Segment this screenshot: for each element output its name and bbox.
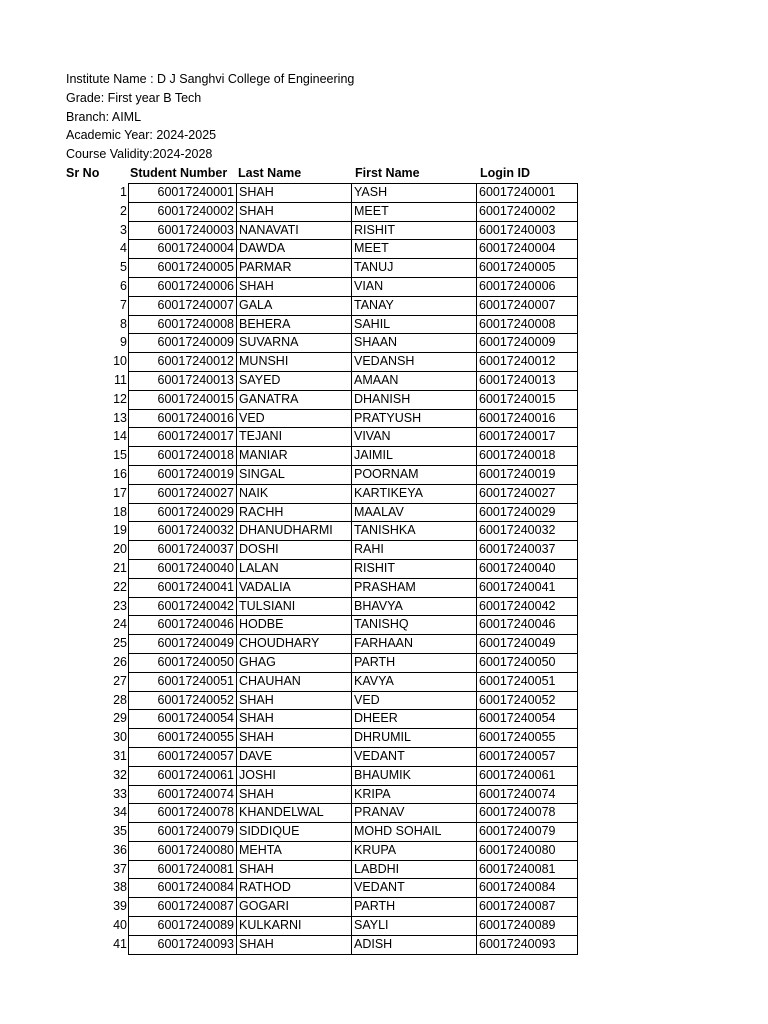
- first-name-cell: SAHIL: [352, 315, 477, 334]
- sr-no-cell: 37: [113, 861, 127, 876]
- sr-no-cell: 39: [113, 899, 127, 914]
- table-row: [66, 841, 578, 860]
- last-name-cell: SHAH: [237, 710, 352, 729]
- table-row: [66, 259, 578, 278]
- login-id-cell: 60017240051: [477, 672, 578, 691]
- login-id-cell: 60017240004: [477, 240, 578, 259]
- last-name-cell: VED: [237, 409, 352, 428]
- sr-no-cell: 35: [113, 824, 127, 839]
- student-number-cell: 60017240001: [129, 184, 237, 203]
- sr-no-cell: 12: [113, 391, 127, 406]
- table-row: [66, 691, 578, 710]
- student-number-cell: 60017240009: [129, 334, 237, 353]
- table-row: [66, 635, 578, 654]
- login-id-cell: 60017240041: [477, 578, 578, 597]
- table-row: [66, 935, 578, 954]
- last-name-cell: SHAH: [237, 184, 352, 203]
- last-name-cell: SAYED: [237, 371, 352, 390]
- col-header-first-name: First Name: [355, 166, 420, 180]
- student-number-cell: 60017240055: [129, 729, 237, 748]
- table-row: [66, 860, 578, 879]
- first-name-cell: TANUJ: [352, 259, 477, 278]
- first-name-cell: MEET: [352, 240, 477, 259]
- sr-no-cell: 38: [113, 880, 127, 895]
- sr-no-cell: 41: [113, 936, 127, 951]
- login-id-cell: 60017240054: [477, 710, 578, 729]
- last-name-cell: SHAH: [237, 729, 352, 748]
- login-id-cell: 60017240093: [477, 935, 578, 954]
- sr-no-cell: 27: [113, 673, 127, 688]
- first-name-cell: VEDANT: [352, 879, 477, 898]
- sr-no-cell: 21: [113, 560, 127, 575]
- sr-no-cell: 8: [120, 316, 127, 331]
- student-number-cell: 60017240016: [129, 409, 237, 428]
- login-id-cell: 60017240078: [477, 804, 578, 823]
- login-id-cell: 60017240052: [477, 691, 578, 710]
- first-name-cell: FARHAAN: [352, 635, 477, 654]
- sr-no-cell: 18: [113, 504, 127, 519]
- sr-no-cell: 6: [120, 278, 127, 293]
- first-name-cell: KRIPA: [352, 785, 477, 804]
- login-id-cell: 60017240055: [477, 729, 578, 748]
- last-name-cell: CHAUHAN: [237, 672, 352, 691]
- student-number-cell: 60017240087: [129, 898, 237, 917]
- student-number-cell: 60017240004: [129, 240, 237, 259]
- academic-year: Academic Year: 2024-2025: [66, 128, 217, 143]
- table-row: [66, 447, 578, 466]
- table-row: [66, 296, 578, 315]
- sr-no-cell: 31: [113, 748, 127, 763]
- last-name-cell: HODBE: [237, 616, 352, 635]
- student-number-cell: 60017240015: [129, 390, 237, 409]
- table-row: [66, 597, 578, 616]
- first-name-cell: YASH: [352, 184, 477, 203]
- sr-no-cell: 14: [113, 429, 127, 444]
- login-id-cell: 60017240006: [477, 277, 578, 296]
- first-name-cell: POORNAM: [352, 465, 477, 484]
- first-name-cell: ADISH: [352, 935, 477, 954]
- first-name-cell: PARTH: [352, 653, 477, 672]
- table-row: [66, 465, 578, 484]
- sr-no-cell: 36: [113, 842, 127, 857]
- student-number-cell: 60017240007: [129, 296, 237, 315]
- first-name-cell: DHRUMIL: [352, 729, 477, 748]
- login-id-cell: 60017240018: [477, 447, 578, 466]
- login-id-cell: 60017240032: [477, 522, 578, 541]
- sr-no-cell: 29: [113, 711, 127, 726]
- student-number-cell: 60017240005: [129, 259, 237, 278]
- first-name-cell: TANAY: [352, 296, 477, 315]
- last-name-cell: DAVE: [237, 747, 352, 766]
- last-name-cell: SHAH: [237, 785, 352, 804]
- sr-no-cell: 40: [113, 918, 127, 933]
- student-table: [66, 183, 578, 955]
- login-id-cell: 60017240003: [477, 221, 578, 240]
- student-number-cell: 60017240084: [129, 879, 237, 898]
- login-id-cell: 60017240087: [477, 898, 578, 917]
- student-number-cell: 60017240018: [129, 447, 237, 466]
- login-id-cell: 60017240042: [477, 597, 578, 616]
- first-name-cell: PRATYUSH: [352, 409, 477, 428]
- student-number-cell: 60017240013: [129, 371, 237, 390]
- student-number-cell: 60017240008: [129, 315, 237, 334]
- table-row: [66, 766, 578, 785]
- institute-name: Institute Name : D J Sanghvi College of Engineering: [66, 72, 355, 86]
- sr-no-cell: 3: [120, 222, 127, 237]
- first-name-cell: TANISHQ: [352, 616, 477, 635]
- login-id-cell: 60017240074: [477, 785, 578, 804]
- first-name-cell: BHAUMIK: [352, 766, 477, 785]
- sr-no-cell: 7: [120, 297, 127, 312]
- student-number-cell: 60017240093: [129, 935, 237, 954]
- first-name-cell: SHAAN: [352, 334, 477, 353]
- student-number-cell: 60017240037: [129, 541, 237, 560]
- login-id-cell: 60017240040: [477, 559, 578, 578]
- student-number-cell: 60017240081: [129, 860, 237, 879]
- last-name-cell: GALA: [237, 296, 352, 315]
- student-table-body: [66, 184, 578, 955]
- last-name-cell: LALAN: [237, 559, 352, 578]
- student-number-cell: 60017240080: [129, 841, 237, 860]
- last-name-cell: DHANUDHARMI: [237, 522, 352, 541]
- last-name-cell: TULSIANI: [237, 597, 352, 616]
- login-id-cell: 60017240012: [477, 353, 578, 372]
- first-name-cell: PARTH: [352, 898, 477, 917]
- table-row: [66, 710, 578, 729]
- student-number-cell: 60017240006: [129, 277, 237, 296]
- table-row: [66, 428, 578, 447]
- table-row: [66, 315, 578, 334]
- column-headers: [66, 164, 586, 183]
- table-row: [66, 729, 578, 748]
- table-row: [66, 559, 578, 578]
- student-number-cell: 60017240050: [129, 653, 237, 672]
- login-id-cell: 60017240080: [477, 841, 578, 860]
- first-name-cell: PRASHAM: [352, 578, 477, 597]
- sr-no-cell: 32: [113, 767, 127, 782]
- last-name-cell: BEHERA: [237, 315, 352, 334]
- first-name-cell: AMAAN: [352, 371, 477, 390]
- student-number-cell: 60017240054: [129, 710, 237, 729]
- login-id-cell: 60017240016: [477, 409, 578, 428]
- student-number-cell: 60017240052: [129, 691, 237, 710]
- table-row: [66, 277, 578, 296]
- login-id-cell: 60017240084: [477, 879, 578, 898]
- login-id-cell: 60017240007: [477, 296, 578, 315]
- table-row: [66, 184, 578, 203]
- table-row: [66, 804, 578, 823]
- branch: Branch: AIML: [66, 109, 142, 124]
- table-row: [66, 823, 578, 842]
- first-name-cell: SAYLI: [352, 917, 477, 936]
- last-name-cell: SUVARNA: [237, 334, 352, 353]
- sr-no-cell: 20: [113, 542, 127, 557]
- sr-no-cell: 15: [113, 448, 127, 463]
- last-name-cell: DOSHI: [237, 541, 352, 560]
- student-number-cell: 60017240074: [129, 785, 237, 804]
- student-number-cell: 60017240029: [129, 503, 237, 522]
- first-name-cell: VIVAN: [352, 428, 477, 447]
- table-row: [66, 484, 578, 503]
- first-name-cell: KARTIKEYA: [352, 484, 477, 503]
- last-name-cell: GANATRA: [237, 390, 352, 409]
- sr-no-cell: 11: [114, 372, 127, 387]
- table-row: [66, 898, 578, 917]
- student-number-cell: 60017240027: [129, 484, 237, 503]
- table-row: [66, 202, 578, 221]
- first-name-cell: MEET: [352, 202, 477, 221]
- col-header-sr-no: Sr No: [66, 166, 100, 180]
- last-name-cell: RACHH: [237, 503, 352, 522]
- sr-no-cell: 5: [120, 260, 127, 275]
- first-name-cell: KRUPA: [352, 841, 477, 860]
- login-id-cell: 60017240013: [477, 371, 578, 390]
- table-row: [66, 747, 578, 766]
- first-name-cell: MAALAV: [352, 503, 477, 522]
- login-id-cell: 60017240089: [477, 917, 578, 936]
- first-name-cell: DHANISH: [352, 390, 477, 409]
- table-row: [66, 390, 578, 409]
- table-row: [66, 353, 578, 372]
- last-name-cell: CHOUDHARY: [237, 635, 352, 654]
- last-name-cell: SINGAL: [237, 465, 352, 484]
- login-id-cell: 60017240005: [477, 259, 578, 278]
- sr-no-cell: 2: [120, 203, 127, 218]
- last-name-cell: SHAH: [237, 935, 352, 954]
- table-row: [66, 522, 578, 541]
- student-number-cell: 60017240032: [129, 522, 237, 541]
- last-name-cell: JOSHI: [237, 766, 352, 785]
- student-number-cell: 60017240046: [129, 616, 237, 635]
- col-header-student-number: Student Number: [130, 166, 228, 180]
- login-id-cell: 60017240015: [477, 390, 578, 409]
- login-id-cell: 60017240001: [477, 184, 578, 203]
- table-row: [66, 221, 578, 240]
- sr-no-cell: 16: [113, 466, 127, 481]
- login-id-cell: 60017240027: [477, 484, 578, 503]
- last-name-cell: SHAH: [237, 860, 352, 879]
- last-name-cell: VADALIA: [237, 578, 352, 597]
- last-name-cell: MUNSHI: [237, 353, 352, 372]
- table-row: [66, 672, 578, 691]
- last-name-cell: MEHTA: [237, 841, 352, 860]
- sr-no-cell: 30: [113, 730, 127, 745]
- sr-no-cell: 4: [120, 241, 127, 256]
- first-name-cell: TANISHKA: [352, 522, 477, 541]
- login-id-cell: 60017240037: [477, 541, 578, 560]
- grade: Grade: First year B Tech: [66, 90, 202, 105]
- student-number-cell: 60017240040: [129, 559, 237, 578]
- table-row: [66, 879, 578, 898]
- login-id-cell: 60017240008: [477, 315, 578, 334]
- sr-no-cell: 19: [113, 523, 127, 538]
- student-number-cell: 60017240061: [129, 766, 237, 785]
- table-row: [66, 917, 578, 936]
- last-name-cell: SHAH: [237, 202, 352, 221]
- student-number-cell: 60017240049: [129, 635, 237, 654]
- first-name-cell: RAHI: [352, 541, 477, 560]
- student-number-cell: 60017240079: [129, 823, 237, 842]
- sr-no-cell: 23: [113, 598, 127, 613]
- first-name-cell: RISHIT: [352, 559, 477, 578]
- table-row: [66, 653, 578, 672]
- table-row: [66, 240, 578, 259]
- sr-no-cell: 24: [113, 617, 127, 632]
- table-row: [66, 503, 578, 522]
- first-name-cell: RISHIT: [352, 221, 477, 240]
- sr-no-cell: 1: [120, 185, 127, 199]
- login-id-cell: 60017240019: [477, 465, 578, 484]
- login-id-cell: 60017240029: [477, 503, 578, 522]
- first-name-cell: LABDHI: [352, 860, 477, 879]
- sr-no-cell: 9: [120, 335, 127, 350]
- last-name-cell: SIDDIQUE: [237, 823, 352, 842]
- table-row: [66, 616, 578, 635]
- login-id-cell: 60017240049: [477, 635, 578, 654]
- login-id-cell: 60017240081: [477, 860, 578, 879]
- first-name-cell: VEDANT: [352, 747, 477, 766]
- student-number-cell: 60017240089: [129, 917, 237, 936]
- last-name-cell: KHANDELWAL: [237, 804, 352, 823]
- last-name-cell: GHAG: [237, 653, 352, 672]
- first-name-cell: MOHD SOHAIL: [352, 823, 477, 842]
- sr-no-cell: 28: [113, 692, 127, 707]
- sr-no-cell: 25: [113, 636, 127, 651]
- student-number-cell: 60017240078: [129, 804, 237, 823]
- sr-no-cell: 13: [113, 410, 127, 425]
- login-id-cell: 60017240009: [477, 334, 578, 353]
- last-name-cell: TEJANI: [237, 428, 352, 447]
- last-name-cell: KULKARNI: [237, 917, 352, 936]
- student-number-cell: 60017240057: [129, 747, 237, 766]
- student-number-cell: 60017240012: [129, 353, 237, 372]
- course-validity: Course Validity:2024-2028: [66, 147, 213, 162]
- sr-no-cell: 33: [113, 786, 127, 801]
- first-name-cell: VIAN: [352, 277, 477, 296]
- first-name-cell: DHEER: [352, 710, 477, 729]
- first-name-cell: BHAVYA: [352, 597, 477, 616]
- last-name-cell: RATHOD: [237, 879, 352, 898]
- student-number-cell: 60017240017: [129, 428, 237, 447]
- student-number-cell: 60017240003: [129, 221, 237, 240]
- last-name-cell: PARMAR: [237, 259, 352, 278]
- sr-no-cell: 22: [113, 579, 127, 594]
- login-id-cell: 60017240061: [477, 766, 578, 785]
- table-row: [66, 409, 578, 428]
- col-header-last-name: Last Name: [238, 166, 302, 180]
- student-number-cell: 60017240041: [129, 578, 237, 597]
- sr-no-cell: 10: [113, 354, 127, 369]
- col-header-login-id: Login ID: [480, 166, 530, 180]
- last-name-cell: MANIAR: [237, 447, 352, 466]
- table-row: [66, 578, 578, 597]
- first-name-cell: JAIMIL: [352, 447, 477, 466]
- sr-no-cell: 34: [113, 805, 127, 820]
- last-name-cell: GOGARI: [237, 898, 352, 917]
- first-name-cell: PRANAV: [352, 804, 477, 823]
- table-row: [66, 785, 578, 804]
- login-id-cell: 60017240002: [477, 202, 578, 221]
- last-name-cell: NAIK: [237, 484, 352, 503]
- login-id-cell: 60017240050: [477, 653, 578, 672]
- table-row: [66, 334, 578, 353]
- last-name-cell: SHAH: [237, 277, 352, 296]
- last-name-cell: DAWDA: [237, 240, 352, 259]
- table-row: [66, 371, 578, 390]
- login-id-cell: 60017240079: [477, 823, 578, 842]
- login-id-cell: 60017240046: [477, 616, 578, 635]
- login-id-cell: 60017240057: [477, 747, 578, 766]
- sr-no-cell: 26: [113, 654, 127, 669]
- student-number-cell: 60017240019: [129, 465, 237, 484]
- first-name-cell: VED: [352, 691, 477, 710]
- table-row: [66, 541, 578, 560]
- first-name-cell: VEDANSH: [352, 353, 477, 372]
- student-number-cell: 60017240002: [129, 202, 237, 221]
- login-id-cell: 60017240017: [477, 428, 578, 447]
- sr-no-cell: 17: [113, 485, 127, 500]
- document-header: [66, 70, 354, 164]
- last-name-cell: SHAH: [237, 691, 352, 710]
- last-name-cell: NANAVATI: [237, 221, 352, 240]
- first-name-cell: KAVYA: [352, 672, 477, 691]
- student-number-cell: 60017240042: [129, 597, 237, 616]
- student-number-cell: 60017240051: [129, 672, 237, 691]
